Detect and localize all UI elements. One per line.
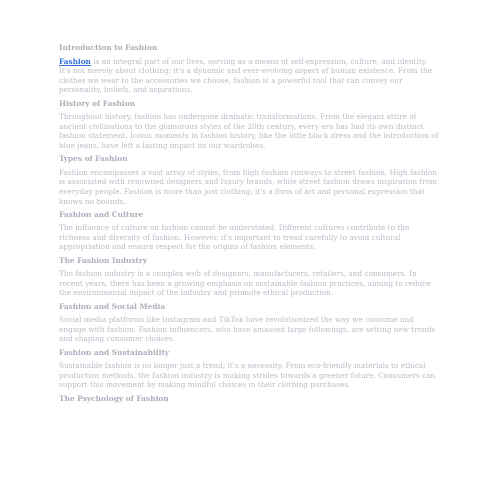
section-heading-culture: Fashion and Culture (59, 209, 144, 219)
section-heading-industry: The Fashion Industry (59, 255, 148, 265)
intro-paragraph (59, 57, 439, 95)
section-body-industry: The fashion industry is a complex web of designers, manufacturers, retailers, and consumers. In recent years, there has been a growing emphasis on sustainable fashion practices, aiming to reduce the environmental impact of the industry and promote ethical production. (59, 269, 431, 298)
section-body-history: Throughout history, fashion has undergone dramatic transformations. From the elegant attire of ancient civilizations to the glamorous styles of the 20th century, every era has had its own distinct fashion statement. Iconic moments in fashion history, like the little black dress and the introduction of blue jeans, have left a lasting impact on our wardrobes. (59, 112, 439, 150)
article (59, 43, 439, 407)
section-body-sustainability: Sustainable fashion is no longer just a trend; it's a necessity. From eco-friendly materials to ethical production methods, the fashion industry is making strides towards a greener future. Consumers can support this movement by making mindful choices in their clothing purchases. (59, 361, 436, 390)
fashion-link[interactable]: Fashion (59, 56, 91, 66)
section-heading-social-media: Fashion and Social Media (59, 301, 166, 311)
section-body-types: Fashion encompasses a vast array of styles, from high fashion runways to street fashion. High fashion is associated with renowned designers and luxury brands, while street fashion draws inspiration from everyday people. Fashion is more than just clothing; it's a form of art and personal expression that knows no bounds. (59, 167, 437, 206)
section-body-culture: The influence of culture on fashion cannot be understated. Different cultures contribute to the richness and diversity of fashion. However, it's important to tread carefully to avoid cultural appropriation and ensure respect for the origins of fashion elements. (59, 223, 410, 252)
section-body-social-media: Social media platforms like Instagram and TikTok have revolutionized the way we consume and engage with fashion. Fashion influencers, who have amassed large followings, are setting new trends and shaping consumer choices. (59, 315, 436, 344)
section-heading-sustainability: Fashion and Sustainability (59, 347, 170, 357)
intro-heading: Introduction to Fashion (59, 43, 158, 52)
section-heading-history: History of Fashion (59, 98, 136, 108)
section-heading-types: Types of Fashion (59, 154, 128, 164)
section-heading-psychology: The Psychology of Fashion (59, 393, 169, 403)
intro-paragraph-text: is an integral part of our lives, serving as a means of self-expression, culture, and identity. It's not merely about clothing; it's a dynamic and ever-evolving aspect of human existence. From the clothes we wear to the accessories we choose, fashion is a powerful tool that can convey our personality, beliefs, and aspirations. (59, 56, 433, 95)
